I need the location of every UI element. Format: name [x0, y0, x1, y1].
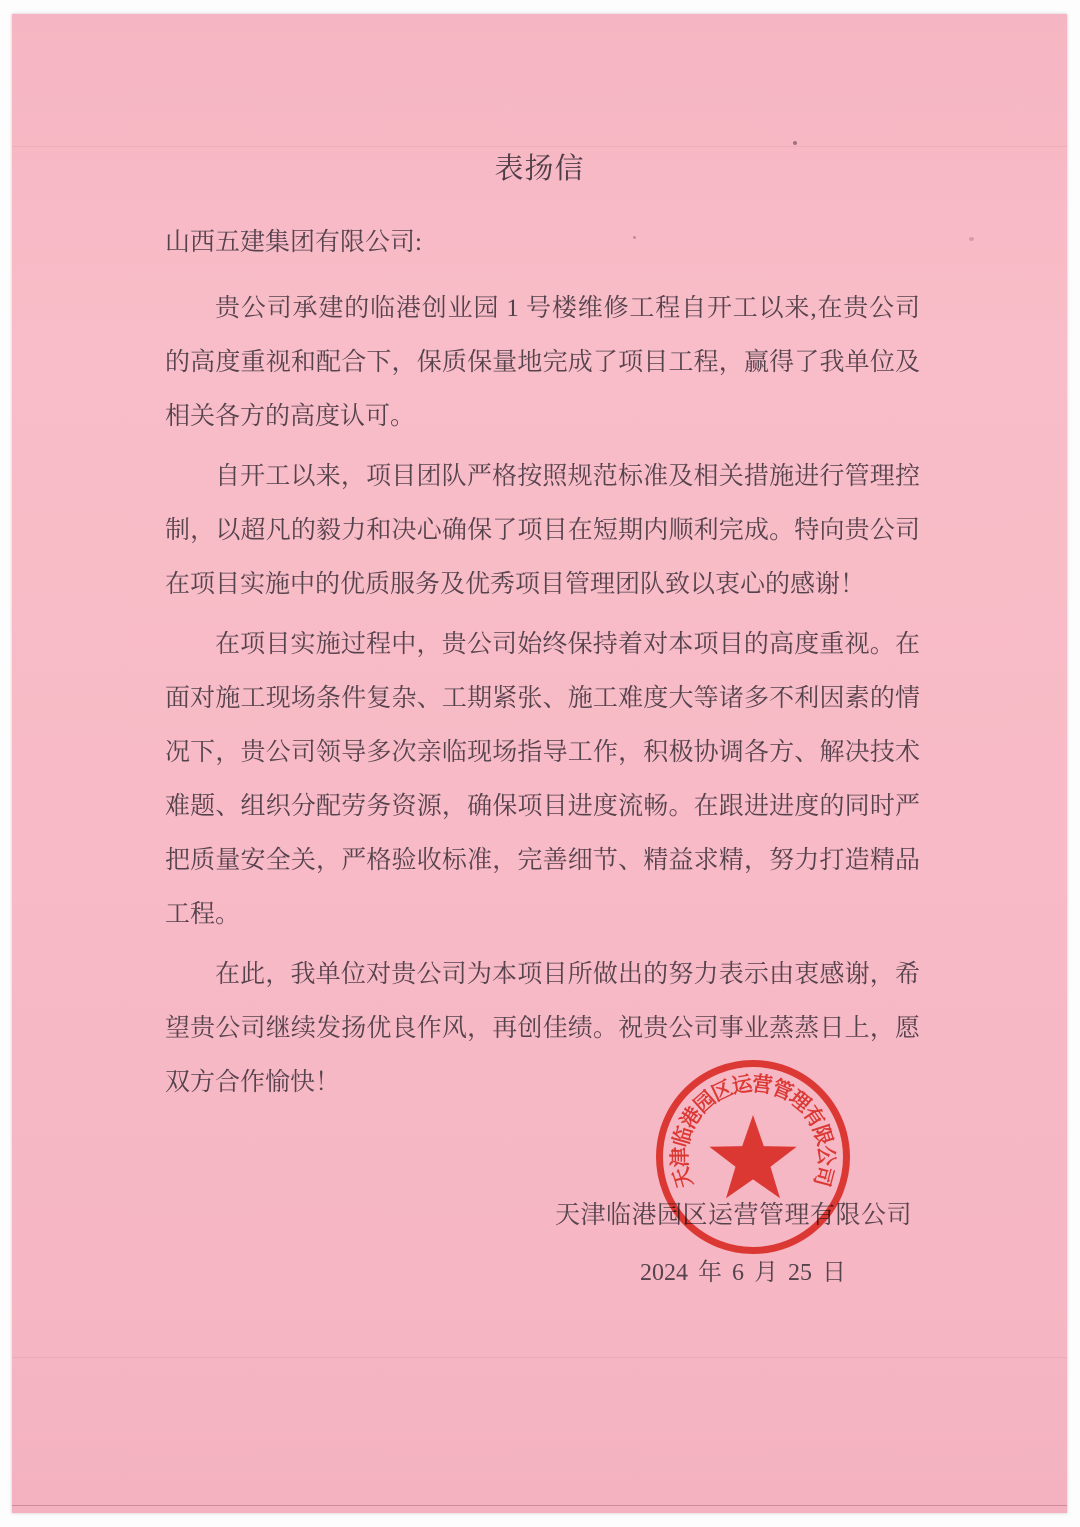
signature-date: 2024 年 6 月 25 日: [640, 1260, 846, 1286]
company-seal-stamp: [653, 1057, 853, 1257]
paragraph-1: 贵公司承建的临港创业园 1 号楼维修工程自开工以来,在贵公司的高度重视和配合下，保质保量地完成了项目工程，赢得了我单位及相关各方的高度认可。: [165, 295, 920, 430]
seal-arc-text: 天津临港园区运营管理有限公司: [667, 1071, 839, 1191]
letter-body: [165, 216, 920, 1116]
pink-letter-paper: [12, 14, 1067, 1513]
letter-title: 表扬信: [494, 153, 585, 185]
paragraph-3: 在项目实施过程中，贵公司始终保持着对本项目的高度重视。在面对施工现场条件复杂、工期紧张、施工难度大等诸多不利因素的情况下，贵公司领导多次亲临现场指导工作，积极协调各方、解决技术难题、组织分配劳务资源，确保项目进度流畅。在跟进进度的同时严把质量安全关，严格验收标准，完善细节、精益求精，努力打造精品工程。: [165, 631, 920, 928]
paragraph-2: 自开工以来，项目团队严格按照规范标准及相关措施进行管理控制，以超凡的毅力和决心确保了项目在短期内顺利完成。特向贵公司在项目实施中的优质服务及优秀项目管理团队致以衷心的感谢！: [165, 463, 920, 598]
fold-line: [12, 1357, 1067, 1358]
paragraph-4: 在此，我单位对贵公司为本项目所做出的努力表示由衷感谢，希望贵公司继续发扬优良作风，再创佳绩。祝贵公司事业蒸蒸日上，愿双方合作愉快！: [165, 961, 920, 1096]
paper-bottom-edge-line: [12, 1505, 1067, 1506]
seal-star-icon: [709, 1115, 796, 1198]
scan-speck: [969, 237, 974, 241]
salutation: 山西五建集团有限公司:: [165, 229, 422, 256]
scan-speck: [793, 141, 797, 145]
signature-company-name: 天津临港园区运营管理有限公司: [555, 1202, 913, 1229]
